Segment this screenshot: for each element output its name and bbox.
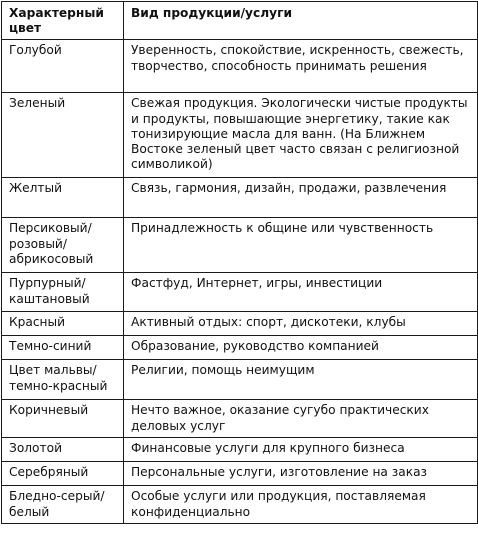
usage-cell: Персональные услуги, изготовление на заказ xyxy=(124,462,478,486)
color-usage-table xyxy=(1,1,478,524)
table-row xyxy=(2,312,478,336)
usage-cell: Фастфуд, Интернет, игры, инвестиции xyxy=(124,273,478,312)
table-row xyxy=(2,178,478,218)
usage-cell: Связь, гармония, дизайн, продажи, развлечения xyxy=(124,178,478,218)
table-row xyxy=(2,486,478,524)
color-cell: Бледно-серый/ белый xyxy=(2,486,124,524)
table-row xyxy=(2,462,478,486)
color-cell: Красный xyxy=(2,312,124,336)
color-cell: Персиковый/ розовый/ абрикосовый xyxy=(2,218,124,273)
color-cell: Коричневый xyxy=(2,400,124,438)
usage-cell: Активный отдых: спорт, дискотеки, клубы xyxy=(124,312,478,336)
color-cell: Золотой xyxy=(2,438,124,462)
usage-cell: Уверенность, спокойствие, искренность, свежесть, творчество, способность принимать решения xyxy=(124,40,478,93)
header-product-service: Вид продукции/услуги xyxy=(124,2,478,40)
header-color: Характерный цвет xyxy=(2,2,124,40)
table-row xyxy=(2,400,478,438)
usage-cell: Свежая продукция. Экологически чистые продукты и продукты, повышающие энергетику, такие как тонизирующие масла для ванн. (На Ближнем Востоке зеленый цвет часто связан с религиозной символикой) xyxy=(124,93,478,178)
usage-cell: Финансовые услуги для крупного бизнеса xyxy=(124,438,478,462)
usage-cell: Образование, руководство компанией xyxy=(124,336,478,360)
color-cell: Желтый xyxy=(2,178,124,218)
table-row xyxy=(2,218,478,273)
table-row xyxy=(2,93,478,178)
color-cell: Голубой xyxy=(2,40,124,93)
color-cell: Цвет мальвы/ темно-красный xyxy=(2,360,124,400)
table-header-row xyxy=(2,2,478,40)
table-row xyxy=(2,438,478,462)
table-row xyxy=(2,40,478,93)
usage-cell: Нечто важное, оказание сугубо практических деловых услуг xyxy=(124,400,478,438)
usage-cell: Принадлежность к общине или чувственность xyxy=(124,218,478,273)
table-row xyxy=(2,360,478,400)
color-cell: Пурпурный/ каштановый xyxy=(2,273,124,312)
table-row xyxy=(2,336,478,360)
color-cell: Зеленый xyxy=(2,93,124,178)
usage-cell: Особые услуги или продукция, поставляемая конфиденциально xyxy=(124,486,478,524)
usage-cell: Религии, помощь неимущим xyxy=(124,360,478,400)
table-row xyxy=(2,273,478,312)
color-cell: Темно-синий xyxy=(2,336,124,360)
color-cell: Серебряный xyxy=(2,462,124,486)
